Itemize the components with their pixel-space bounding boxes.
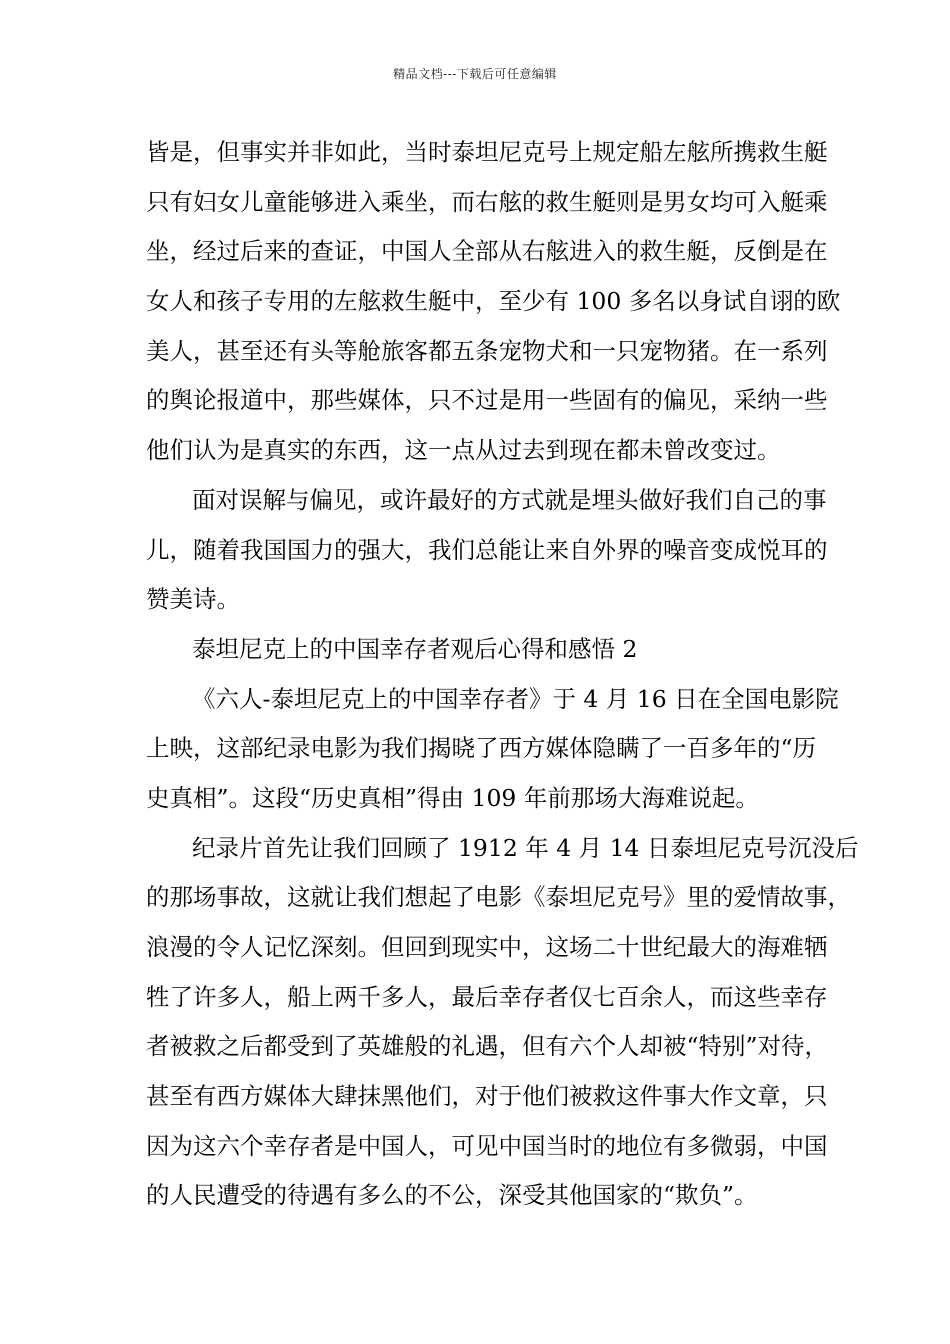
text-line: 的人民遭受的待遇有多么的不公，深受其他国家的“欺负”。 [146, 1181, 758, 1210]
text-line: 女人和孩子专用的左舷救生艇中，至少有 100 多名以身试自诩的欧 [146, 287, 841, 316]
text-line: 牲了许多人，船上两千多人，最后幸存者仅七百余人，而这些幸存 [146, 982, 828, 1011]
paragraph-first-line: 面对误解与偏见，或许最好的方式就是埋头做好我们自己的事 [192, 485, 827, 514]
text-line: 儿，随着我国国力的强大，我们总能让来自外界的噪音变成悦耳的 [146, 535, 828, 564]
text-line: 的那场事故，这就让我们想起了电影《泰坦尼克号》里的爱情故事， [146, 883, 851, 912]
text-line: 赞美诗。 [146, 585, 240, 614]
text-line: 皆是，但事实并非如此，当时泰坦尼克号上规定船左舷所携救生艇 [146, 138, 828, 166]
text-line: 者被救之后都受到了英雄般的礼遇，但有六个人却被“特别”对待， [146, 1032, 829, 1061]
text-line: 浪漫的令人记忆深刻。但回到现实中，这场二十世纪最大的海难牺 [146, 933, 828, 961]
text-line: 上映，这部纪录电影为我们揭晓了西方媒体隐瞒了一百多年的“历 [146, 734, 817, 763]
paragraph-first-line: 纪录片首先让我们回顾了 1912 年 4 月 14 日泰坦尼克号沉没后 [192, 833, 859, 862]
text-line: 的舆论报道中，那些媒体，只不过是用一些固有的偏见，采纳一些 [146, 386, 828, 415]
paragraph-first-line: 《六人-泰坦尼克上的中国幸存者》于 4 月 16 日在全国电影院 [192, 684, 839, 713]
text-line: 史真相”。这段“历史真相”得由 109 年前那场大海难说起。 [146, 783, 759, 812]
page-header: 精品文档---下载后可任意编辑 [393, 67, 557, 81]
section-heading: 泰坦尼克上的中国幸存者观后心得和感悟 2 [192, 634, 638, 663]
text-line: 甚至有西方媒体大肆抹黑他们，对于他们被救这件事大作文章，只 [146, 1082, 828, 1111]
text-line: 因为这六个幸存者是中国人，可见中国当时的地位有多微弱，中国 [146, 1131, 828, 1160]
text-line: 坐，经过后来的查证，中国人全部从右舷进入的救生艇，反倒是在 [146, 237, 828, 266]
text-line: 美人，甚至还有头等舱旅客都五条宠物犬和一只宠物猪。在一系列 [146, 336, 828, 365]
text-line: 他们认为是真实的东西，这一点从过去到现在都未曾改变过。 [146, 436, 781, 465]
document-body [146, 132, 859, 1225]
text-line: 只有妇女儿童能够进入乘坐，而右舷的救生艇则是男女均可入艇乘 [146, 187, 828, 216]
